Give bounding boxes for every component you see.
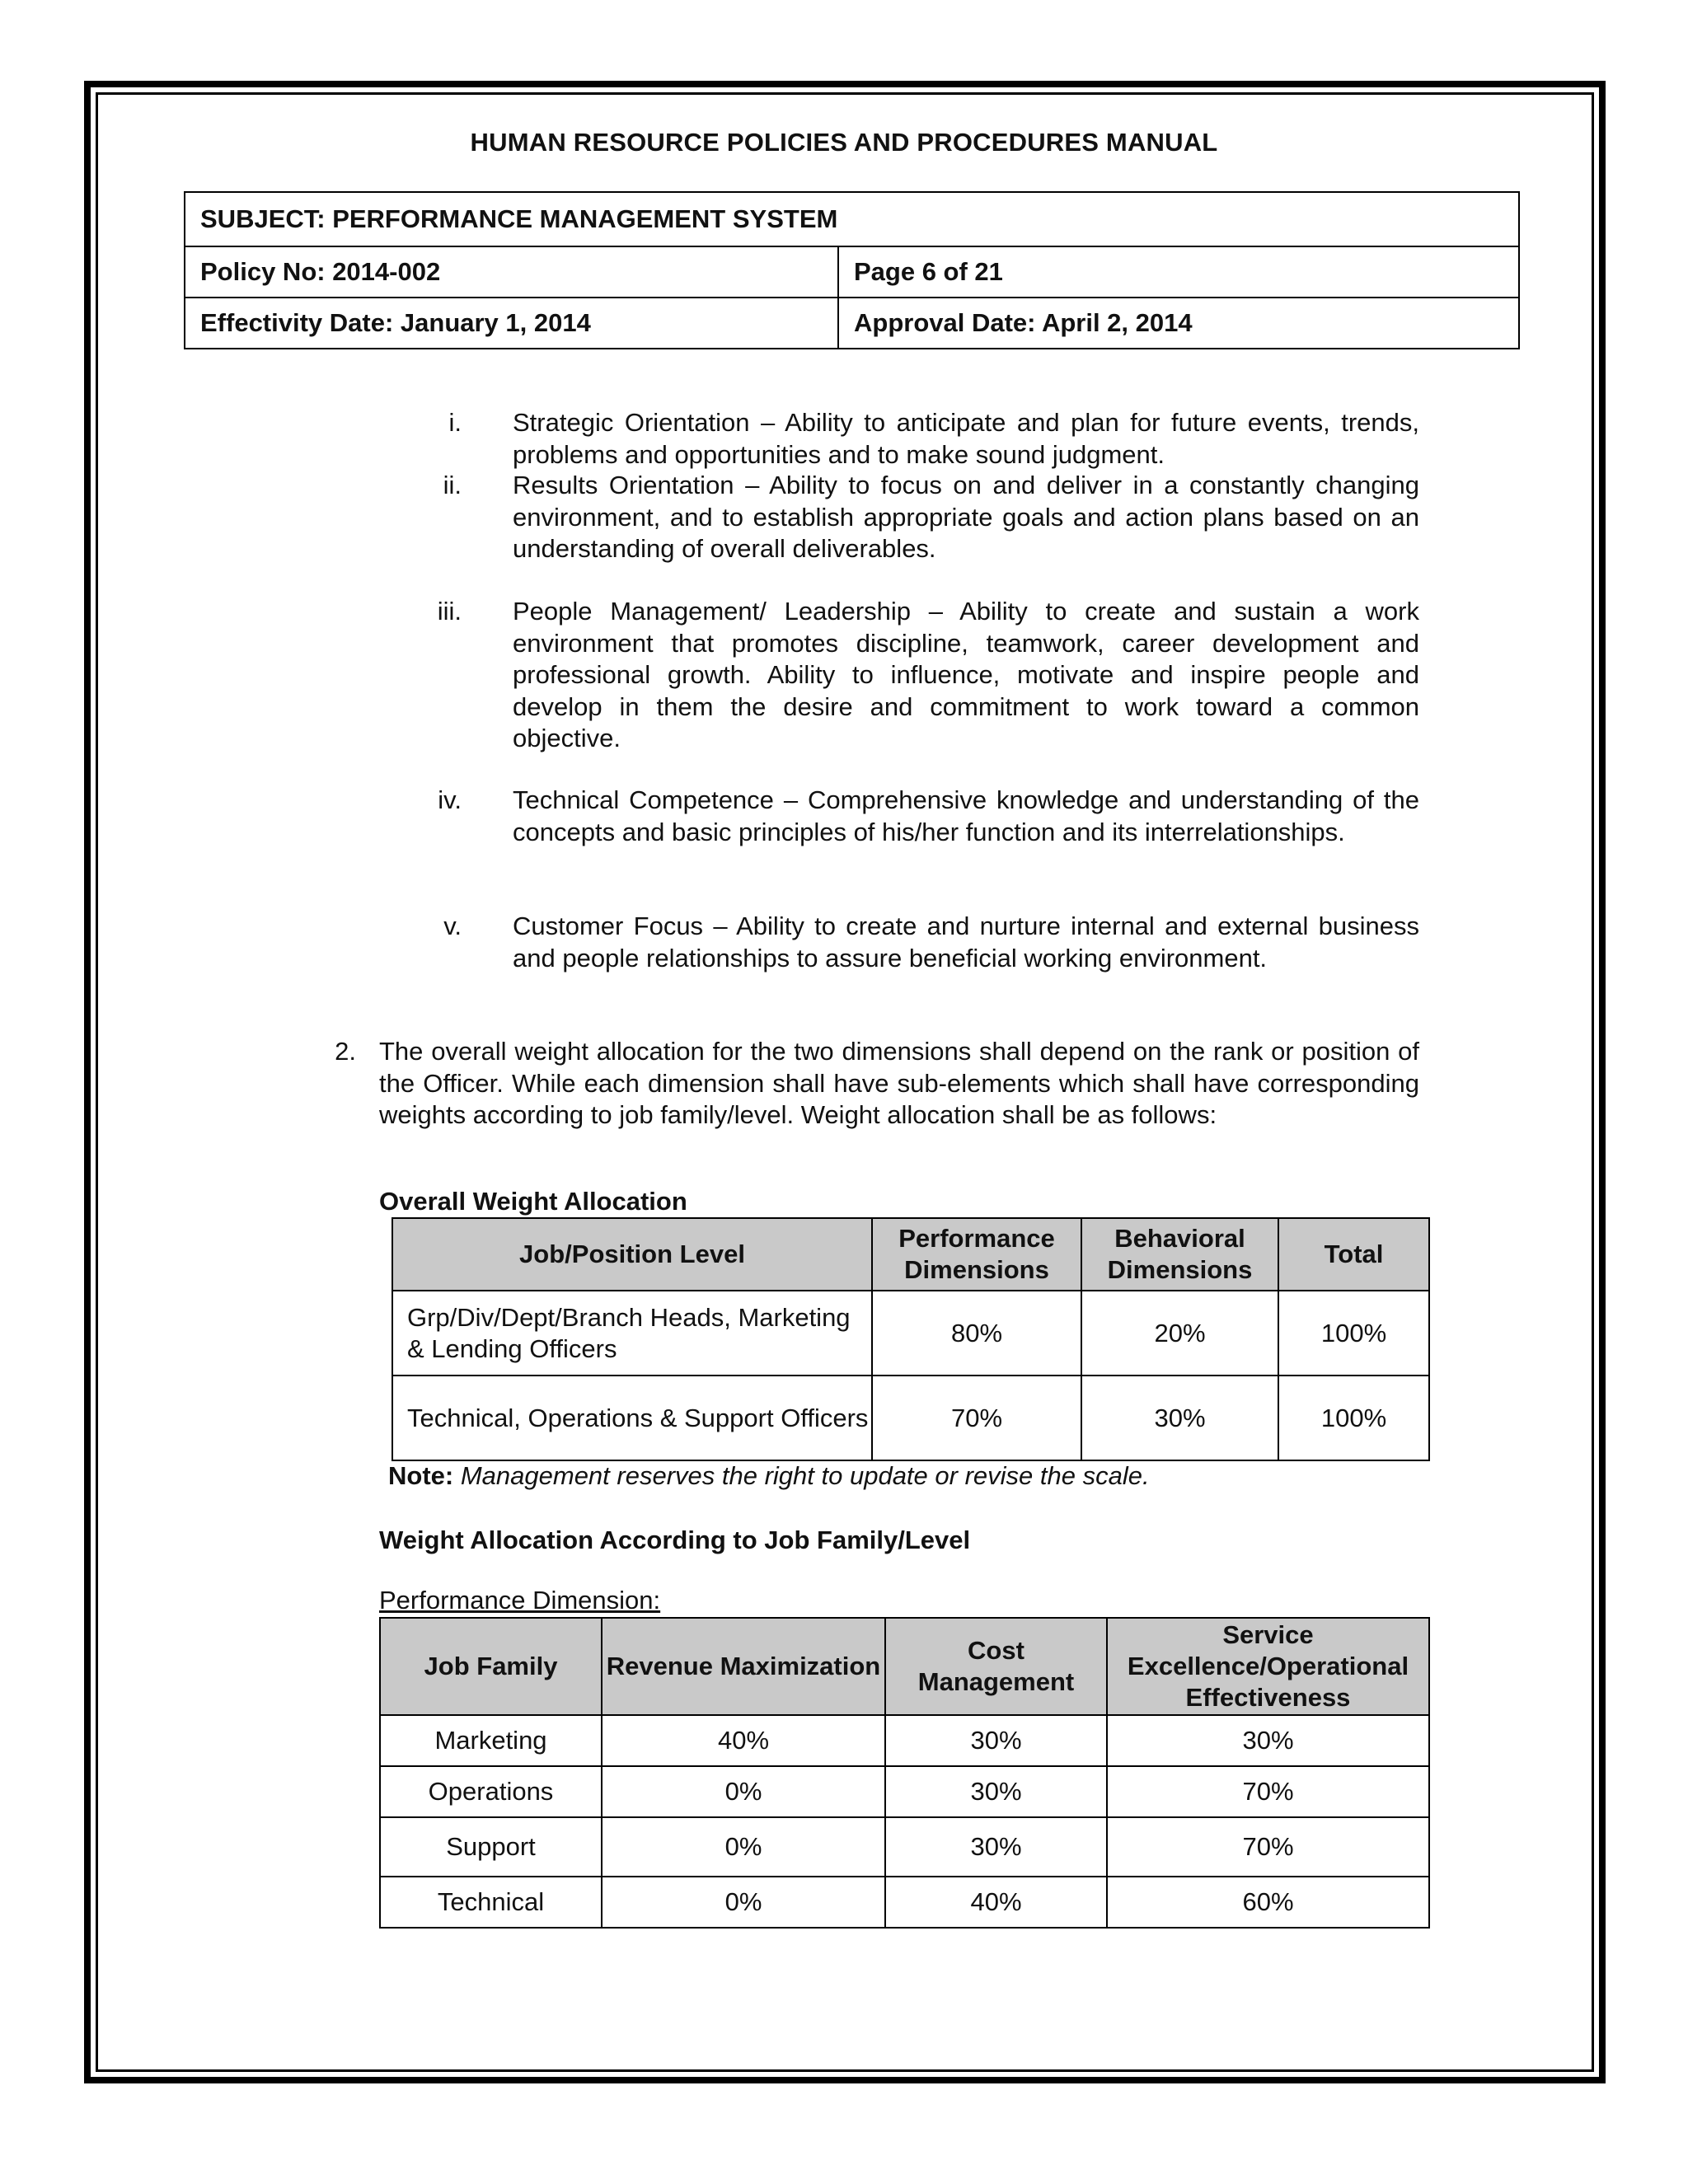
performance-dimension-subheading: Performance Dimension:: [379, 1586, 661, 1615]
job-family-heading: Weight Allocation According to Job Family/Level: [379, 1526, 971, 1554]
table-row: [392, 1376, 1429, 1460]
table-cell: 30%: [885, 1715, 1107, 1766]
column-header: Service Excellence/Operational Effectiveness: [1107, 1618, 1429, 1715]
note-label: Note:: [388, 1461, 454, 1490]
policy-header-table: [184, 191, 1520, 349]
table-row: [380, 1766, 1429, 1817]
table-cell: Marketing: [380, 1715, 602, 1766]
table-row: [380, 1877, 1429, 1928]
page-number-cell: Page 6 of 21: [838, 246, 1519, 298]
table-cell: 0%: [602, 1817, 885, 1877]
table-cell: 0%: [602, 1766, 885, 1817]
competency-item: Customer Focus – Ability to create and nurture internal and external business and people relationships to assure beneficial working environment.: [513, 912, 1419, 972]
table-note: [388, 1461, 1150, 1491]
table-cell: 30%: [1081, 1376, 1278, 1460]
column-header: Revenue Maximization: [602, 1618, 885, 1715]
table-cell: 20%: [1081, 1291, 1278, 1376]
competency-number: ii.: [443, 471, 462, 499]
table-cell: 30%: [885, 1817, 1107, 1877]
column-header: Job Family: [380, 1618, 602, 1715]
column-header: Job/Position Level: [392, 1218, 872, 1291]
manual-title: HUMAN RESOURCE POLICIES AND PROCEDURES MANUAL: [470, 128, 1218, 157]
table-cell: 40%: [602, 1715, 885, 1766]
section-number: 2.: [335, 1037, 356, 1066]
effectivity-date-cell: Effectivity Date: January 1, 2014: [185, 298, 838, 349]
competency-item: People Management/ Leadership – Ability to create and sustain a work environment that promotes discipline, teamwork, career development and professional growth. Ability to influence, motivate and inspire people and develop in them the desire and commitment to work toward a common objective.: [513, 597, 1419, 752]
column-header: Performance Dimensions: [872, 1218, 1081, 1291]
competency-number: iii.: [437, 597, 462, 626]
column-header: Total: [1278, 1218, 1429, 1291]
competency-item: Strategic Orientation – Ability to anticipate and plan for future events, trends, problems and opportunities and to make sound judgment.: [513, 408, 1419, 469]
table-cell: 100%: [1278, 1376, 1429, 1460]
table-cell: 70%: [872, 1376, 1081, 1460]
column-header: Behavioral Dimensions: [1081, 1218, 1278, 1291]
competency-item: Technical Competence – Comprehensive knowledge and understanding of the concepts and basic principles of his/her function and its interrelationships.: [513, 785, 1419, 846]
table-row: [392, 1291, 1429, 1376]
policy-number-cell: Policy No: 2014-002: [185, 246, 838, 298]
table-cell: 0%: [602, 1877, 885, 1928]
job-family-table: [379, 1617, 1430, 1929]
table-cell: Technical: [380, 1877, 602, 1928]
table-cell: 80%: [872, 1291, 1081, 1376]
table-cell: 70%: [1107, 1817, 1429, 1877]
competency-number: iv.: [438, 785, 462, 814]
approval-date-cell: Approval Date: April 2, 2014: [838, 298, 1519, 349]
table-cell: 100%: [1278, 1291, 1429, 1376]
competency-number: i.: [448, 408, 462, 437]
table-row: [380, 1715, 1429, 1766]
competency-item: Results Orientation – Ability to focus on and deliver in a constantly changing environment, and to establish appropriate goals and action plans based on an understanding of overall deliverables.: [513, 471, 1419, 563]
table-cell: 30%: [1107, 1715, 1429, 1766]
column-header: Cost Management: [885, 1618, 1107, 1715]
overall-weight-table: [392, 1217, 1430, 1461]
table-row: [380, 1817, 1429, 1877]
competency-number: v.: [443, 912, 462, 940]
table-cell: 60%: [1107, 1877, 1429, 1928]
subject-cell: SUBJECT: PERFORMANCE MANAGEMENT SYSTEM: [185, 192, 1519, 246]
table-cell: 30%: [885, 1766, 1107, 1817]
section-2-paragraph: The overall weight allocation for the two dimensions shall depend on the rank or position of the Officer. While each dimension shall have sub-elements which shall have corresponding weights according to job family/level. Weight allocation shall be as follows:: [379, 1037, 1419, 1129]
table-cell: 70%: [1107, 1766, 1429, 1817]
table-cell: Support: [380, 1817, 602, 1877]
overall-weight-heading: Overall Weight Allocation: [379, 1187, 687, 1216]
table-cell: Operations: [380, 1766, 602, 1817]
table-cell: Grp/Div/Dept/Branch Heads, Marketing & Lending Officers: [392, 1291, 872, 1376]
note-text: Management reserves the right to update or revise the scale.: [460, 1461, 1150, 1490]
table-cell: Technical, Operations & Support Officers: [392, 1376, 872, 1460]
table-cell: 40%: [885, 1877, 1107, 1928]
